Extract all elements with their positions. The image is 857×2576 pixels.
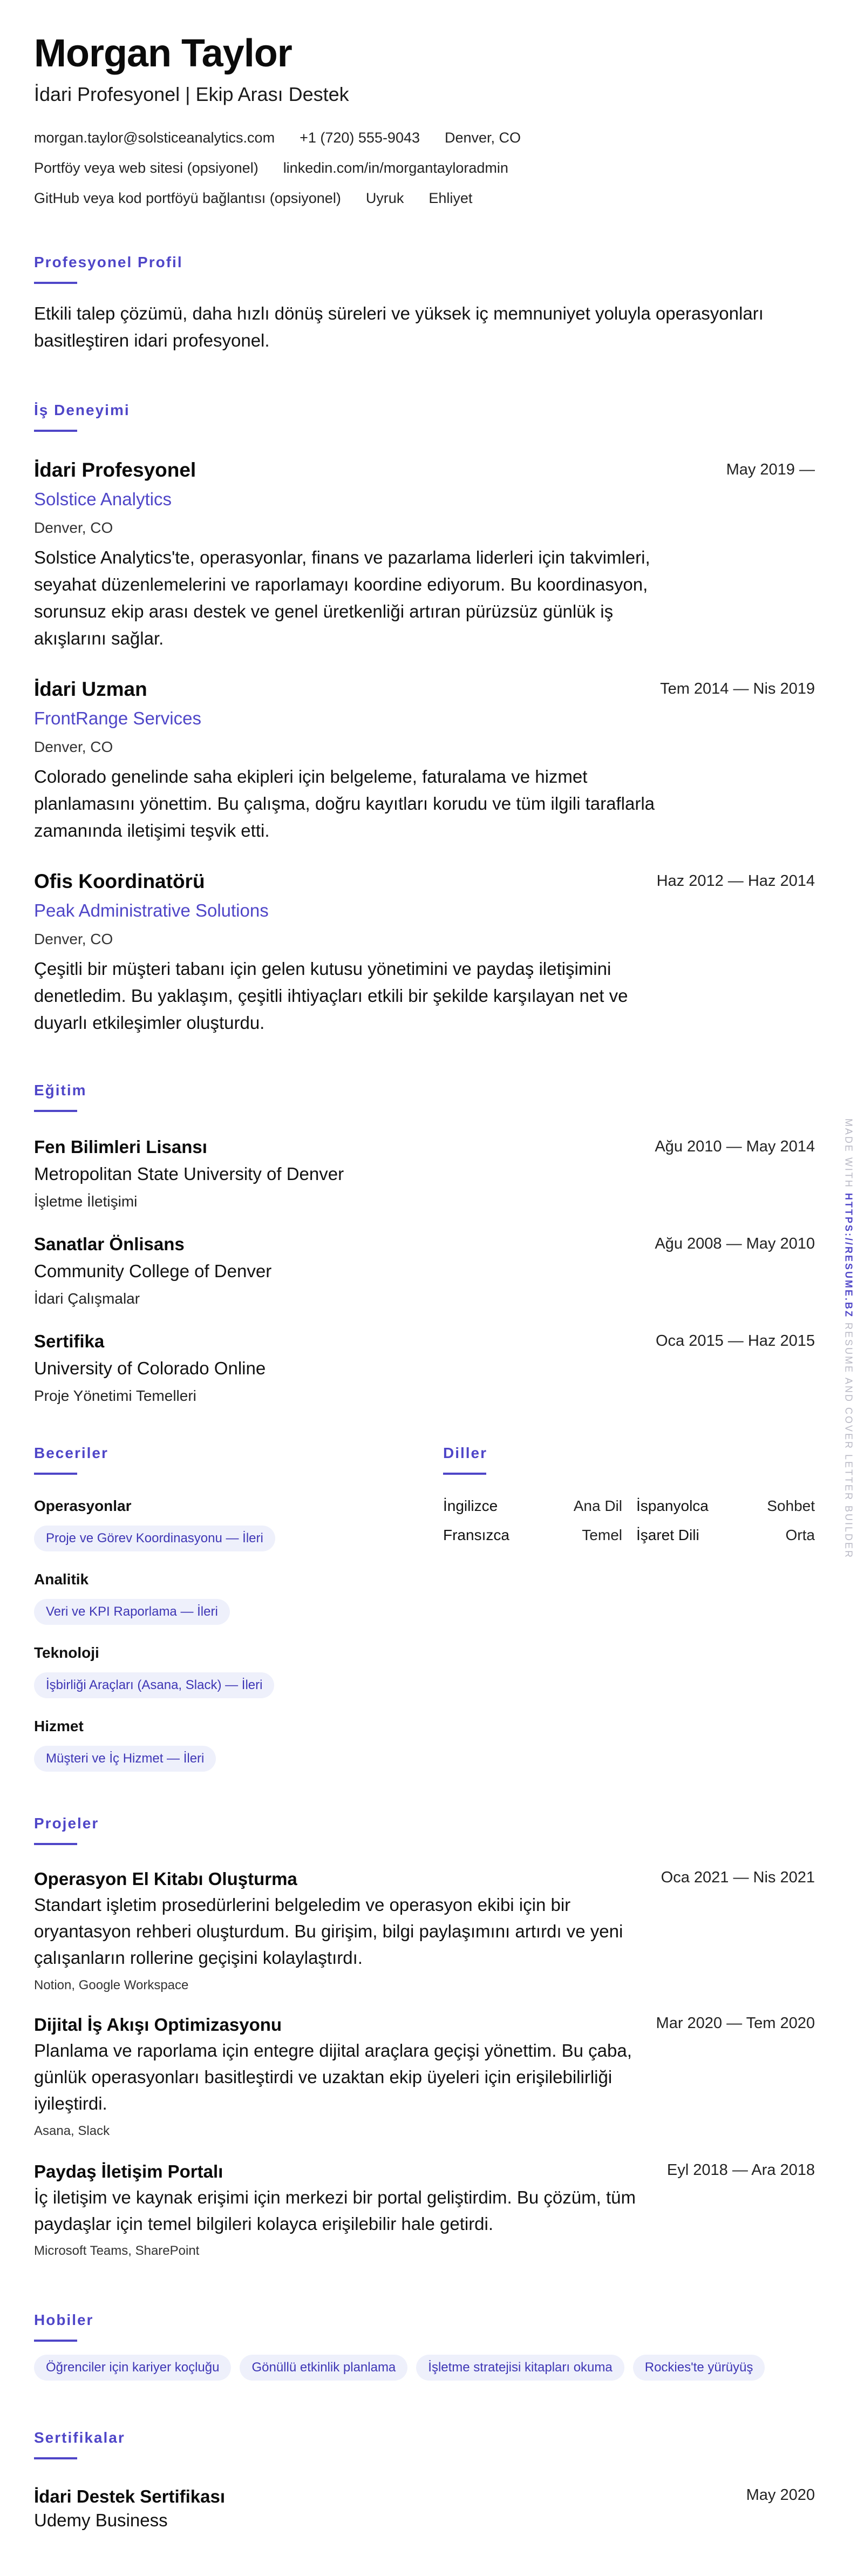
- edu-date: Ağu 2010 — May 2014: [655, 1138, 815, 1155]
- skill-category: Hizmet: [34, 1718, 84, 1734]
- watermark-link[interactable]: HTTPS://RESUME.BZ: [843, 1192, 854, 1318]
- hobby-list: [34, 2355, 765, 2381]
- project-name: Dijital İş Akışı Optimizasyonu: [34, 2015, 282, 2035]
- contact-row: [34, 190, 472, 207]
- section-divider: [34, 282, 77, 284]
- project-description: Standart işletim prosedürlerini belgeledim ve operasyon ekibi için bir oryantasyon rehberi oluşturdum. Bu girişim, bilgi paylaşımını artırdı ve yeni çalışanların rollerine geçişini kolaylaştırdı.: [34, 1895, 623, 1968]
- skill-category: Teknoloji: [34, 1644, 99, 1661]
- job-role: Ofis Koordinatörü: [34, 870, 205, 892]
- edu-degree: Sertifika: [34, 1331, 105, 1351]
- builder-watermark: [844, 1112, 853, 1565]
- edu-school: Metropolitan State University of Denver: [34, 1164, 344, 1184]
- contact-github[interactable]: GitHub veya kod portföyü bağlantısı (opsiyonel): [34, 190, 341, 206]
- section-title-hobbies: Hobiler: [34, 2311, 94, 2328]
- job-location: Denver, CO: [34, 519, 113, 536]
- job-role: İdari Uzman: [34, 678, 147, 700]
- job-description: Çeşitli bir müşteri tabanı için gelen kutusu yönetimini ve paydaş iletişimini denetledim. Bu yaklaşım, çeşitli ihtiyaçları etkili bir şekilde karşılayan net ve duyarlı etkileşimler oluşturdu.: [34, 959, 628, 1033]
- section-divider: [34, 1473, 77, 1475]
- edu-degree: Fen Bilimleri Lisansı: [34, 1137, 207, 1157]
- language-name: İşaret Dili: [636, 1527, 699, 1543]
- section-divider: [34, 2457, 77, 2459]
- project-description: İç iletişim ve kaynak erişimi için merkezi bir portal geliştirdim. Bu çözüm, tüm paydaşlar için temel bilgileri kolayca erişilebilir hale getirdi.: [34, 2187, 636, 2234]
- language-level: Orta: [785, 1527, 815, 1543]
- edu-school: University of Colorado Online: [34, 1358, 266, 1378]
- section-title-languages: Diller: [443, 1445, 488, 1461]
- contact-website[interactable]: Portföy veya web sitesi (opsiyonel): [34, 160, 259, 176]
- profile-summary: Etkili talep çözümü, daha hızlı dönüş süreleri ve yüksek iç memnuniyet yoluyla operasyonları basitleştiren idari profesyonel.: [34, 303, 764, 350]
- watermark-prefix: MADE WITH: [843, 1118, 854, 1189]
- section-divider: [34, 430, 77, 432]
- project-tech: Notion, Google Workspace: [34, 1978, 189, 1992]
- contact-nationality: Uyruk: [365, 190, 404, 206]
- job-description: Colorado genelinde saha ekipleri için belgeleme, faturalama ve hizmet planlamasını yönettim. Bu çalışma, doğru kayıtları korudu ve tüm ilgili taraflarla zamanında iletişimi teşvik etti.: [34, 767, 655, 840]
- skill-category: Operasyonlar: [34, 1497, 132, 1514]
- job-location: Denver, CO: [34, 931, 113, 947]
- skill-chip: Veri ve KPI Raporlama — İleri: [34, 1599, 230, 1625]
- section-title-education: Eğitim: [34, 1082, 87, 1099]
- section-title-profile: Profesyonel Profil: [34, 254, 183, 270]
- project-date: Oca 2021 — Nis 2021: [661, 1869, 815, 1886]
- job-date: May 2019 —: [726, 461, 815, 478]
- job-company: Solstice Analytics: [34, 489, 172, 509]
- language-level: Temel: [582, 1527, 622, 1543]
- language-name: Fransızca: [443, 1527, 509, 1543]
- project-tech: Microsoft Teams, SharePoint: [34, 2243, 200, 2258]
- hobby-chip: İşletme stratejisi kitapları okuma: [416, 2355, 624, 2381]
- certification-name: İdari Destek Sertifikası: [34, 2486, 226, 2506]
- edu-school: Community College of Denver: [34, 1261, 272, 1281]
- skill-category: Analitik: [34, 1571, 89, 1588]
- job-location: Denver, CO: [34, 738, 113, 755]
- edu-field: Proje Yönetimi Temelleri: [34, 1387, 196, 1404]
- section-title-certifications: Sertifikalar: [34, 2429, 125, 2446]
- section-divider: [34, 1843, 77, 1845]
- section-divider: [34, 2340, 77, 2342]
- contact-phone[interactable]: +1 (720) 555-9043: [300, 130, 420, 146]
- watermark-text: [843, 1118, 854, 1559]
- section-title-skills: Beceriler: [34, 1445, 108, 1461]
- skill-chip: Proje ve Görev Koordinasyonu — İleri: [34, 1526, 275, 1551]
- skill-chip: İşbirliği Araçları (Asana, Slack) — İleri: [34, 1672, 274, 1698]
- edu-date: Oca 2015 — Haz 2015: [655, 1332, 815, 1350]
- project-name: Operasyon El Kitabı Oluşturma: [34, 1869, 297, 1889]
- edu-date: Ağu 2008 — May 2010: [655, 1235, 815, 1252]
- language-level: Ana Dil: [573, 1497, 622, 1514]
- hobby-chip: Öğrenciler için kariyer koçluğu: [34, 2355, 231, 2381]
- job-description: Solstice Analytics'te, operasyonlar, finans ve pazarlama liderleri için takvimleri, seyahat düzenlemelerini ve raporlamayı koordine ediyorum. Bu koordinasyon, sorunsuz ekip arası destek ve genel üretkenliği artıran pürüzsüz günlük iş akışlarını sağlar.: [34, 547, 650, 648]
- candidate-name: Morgan Taylor: [34, 32, 292, 75]
- job-company: Peak Administrative Solutions: [34, 900, 269, 920]
- section-title-experience: İş Deneyimi: [34, 402, 130, 418]
- project-description: Planlama ve raporlama için entegre dijital araçlara geçişi yönettim. Bu çaba, günlük operasyonları basitleştirdi ve uzaktan ekip üyeleri için erişilebilirliği iyileştirdi.: [34, 2041, 632, 2113]
- contact-location: Denver, CO: [445, 130, 521, 146]
- project-date: Eyl 2018 — Ara 2018: [666, 2161, 815, 2179]
- edu-degree: Sanatlar Önlisans: [34, 1234, 185, 1254]
- section-title-projects: Projeler: [34, 1815, 99, 1832]
- edu-field: İşletme İletişimi: [34, 1193, 138, 1210]
- contact-email[interactable]: morgan.taylor@solsticeanalytics.com: [34, 130, 275, 146]
- candidate-headline: İdari Profesyonel | Ekip Arası Destek: [34, 83, 349, 105]
- language-name: İspanyolca: [636, 1497, 709, 1514]
- project-date: Mar 2020 — Tem 2020: [656, 2015, 815, 2032]
- certification-issuer: Udemy Business: [34, 2510, 168, 2530]
- contact-linkedin[interactable]: linkedin.com/in/morgantayloradmin: [283, 160, 508, 176]
- job-company: FrontRange Services: [34, 708, 201, 728]
- hobby-chip: Rockies'te yürüyüş: [633, 2355, 765, 2381]
- certification-date: May 2020: [746, 2486, 815, 2504]
- section-divider: [34, 1110, 77, 1112]
- job-date: Haz 2012 — Haz 2014: [656, 872, 815, 890]
- section-divider: [443, 1473, 486, 1475]
- job-role: İdari Profesyonel: [34, 459, 196, 481]
- edu-field: İdari Çalışmalar: [34, 1290, 140, 1307]
- contact-row: [34, 130, 521, 146]
- contact-row: [34, 160, 508, 177]
- project-name: Paydaş İletişim Portalı: [34, 2161, 223, 2181]
- contact-license: Ehliyet: [428, 190, 473, 206]
- skill-chip: Müşteri ve İç Hizmet — İleri: [34, 1746, 216, 1772]
- language-name: İngilizce: [443, 1497, 498, 1514]
- language-level: Sohbet: [767, 1497, 815, 1514]
- project-tech: Asana, Slack: [34, 2124, 110, 2138]
- watermark-suffix: RESUME AND COVER LETTER BUILDER: [843, 1322, 854, 1560]
- hobby-chip: Gönüllü etkinlik planlama: [240, 2355, 407, 2381]
- job-date: Tem 2014 — Nis 2019: [660, 680, 815, 697]
